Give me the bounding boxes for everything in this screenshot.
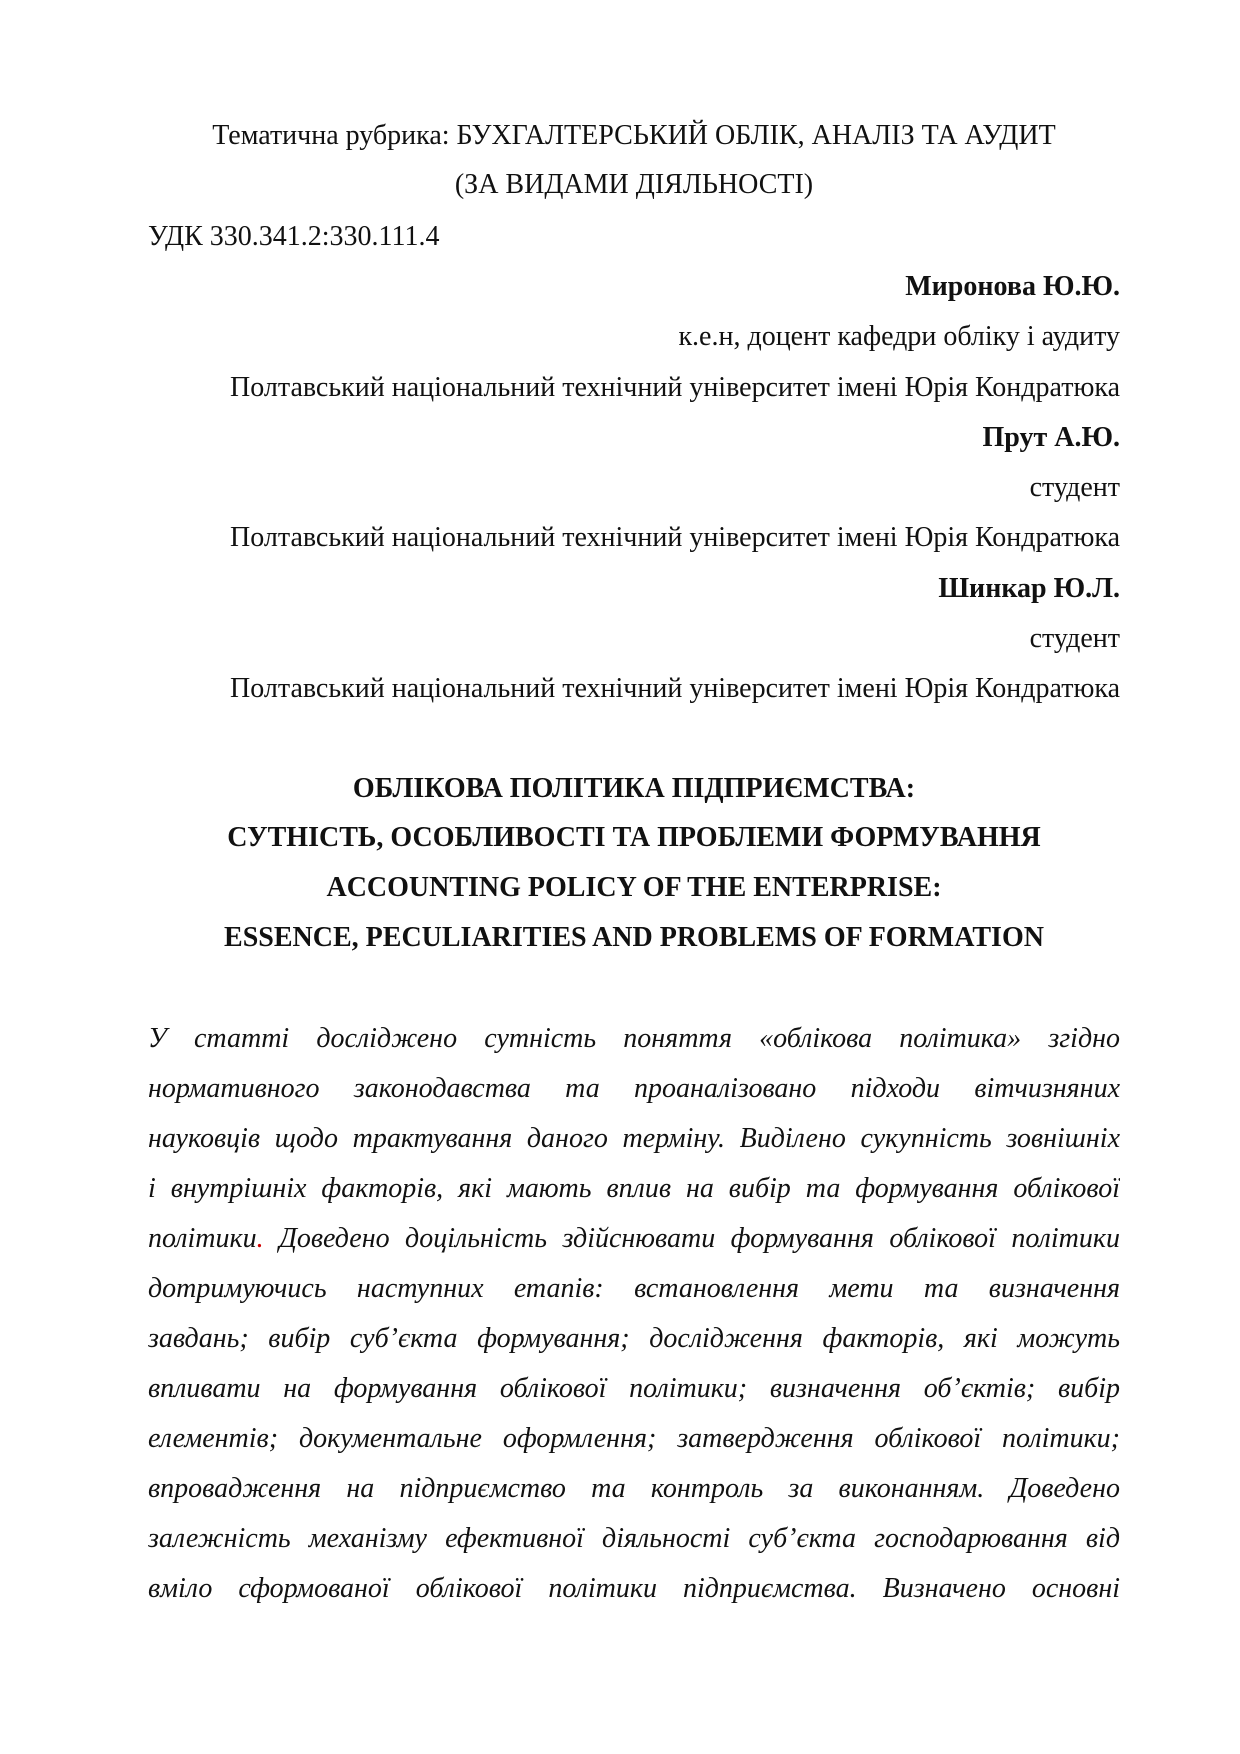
title-en-line-2: ESSENCE, PECULIARITIES AND PROBLEMS OF FORMATION bbox=[224, 922, 1044, 953]
udc-code: УДК 330.341.2:330.111.4 bbox=[148, 221, 440, 252]
abstract-line bbox=[148, 1214, 1120, 1264]
author-name: Шинкар Ю.Л. bbox=[938, 573, 1120, 604]
abstract-line: впливати на формування облікової політики; визначення об’єктів; вибір bbox=[148, 1373, 1120, 1404]
abstract-line: елементів; документальне оформлення; затвердження облікової політики; bbox=[148, 1423, 1120, 1454]
abstract-line: дотримуючись наступних етапів: встановлення мети та визначення bbox=[148, 1273, 1120, 1304]
author-name: Прут А.Ю. bbox=[982, 422, 1120, 453]
abstract-line: нормативного законодавства та проаналізовано підходи вітчизняних bbox=[148, 1073, 1120, 1104]
author-position: студент bbox=[1029, 623, 1120, 654]
title-en-line-1: ACCOUNTING POLICY OF THE ENTERPRISE: bbox=[326, 872, 942, 903]
abstract-text: політики bbox=[148, 1223, 257, 1254]
abstract-line: вміло сформованої облікової політики підприємства. Визначено основні bbox=[148, 1573, 1120, 1604]
title-ua-line-1: ОБЛІКОВА ПОЛІТИКА ПІДПРИЄМСТВА: bbox=[352, 773, 916, 804]
author-affiliation: Полтавський національний технічний університет імені Юрія Кондратюка bbox=[230, 673, 1120, 704]
abstract-line: У статті досліджено сутність поняття «облікова політика» згідно bbox=[148, 1023, 1120, 1054]
author-affiliation: Полтавський національний технічний університет імені Юрія Кондратюка bbox=[230, 522, 1120, 553]
rubric-line-1: Тематична рубрика: БУХГАЛТЕРСЬКИЙ ОБЛІК, АНАЛІЗ ТА АУДИТ bbox=[212, 120, 1056, 151]
abstract-text: Доведено доцільність здійснювати формування облікової політики bbox=[263, 1223, 1120, 1254]
abstract-line: і внутрішніх факторів, які мають вплив на вибір та формування облікової bbox=[148, 1173, 1120, 1204]
abstract-line: завдань; вибір суб’єкта формування; дослідження факторів, які можуть bbox=[148, 1323, 1120, 1354]
abstract-line: залежність механізму ефективної діяльності суб’єкта господарювання від bbox=[148, 1523, 1120, 1554]
author-affiliation: Полтавський національний технічний університет імені Юрія Кондратюка bbox=[230, 372, 1120, 403]
author-position: к.е.н, доцент кафедри обліку і аудиту bbox=[678, 321, 1120, 352]
rubric-line-2: (ЗА ВИДАМИ ДІЯЛЬНОСТІ) bbox=[454, 169, 814, 200]
title-ua-line-2: СУТНІСТЬ, ОСОБЛИВОСТІ ТА ПРОБЛЕМИ ФОРМУВАННЯ bbox=[227, 822, 1041, 853]
author-name: Миронова Ю.Ю. bbox=[905, 271, 1120, 302]
highlighted-period: . bbox=[256, 1223, 264, 1254]
abstract-line: науковців щодо трактування даного терміну. Виділено сукупність зовнішніх bbox=[148, 1123, 1120, 1154]
author-position: студент bbox=[1029, 472, 1120, 503]
abstract-line: впровадження на підприємство та контроль за виконанням. Доведено bbox=[148, 1473, 1120, 1504]
